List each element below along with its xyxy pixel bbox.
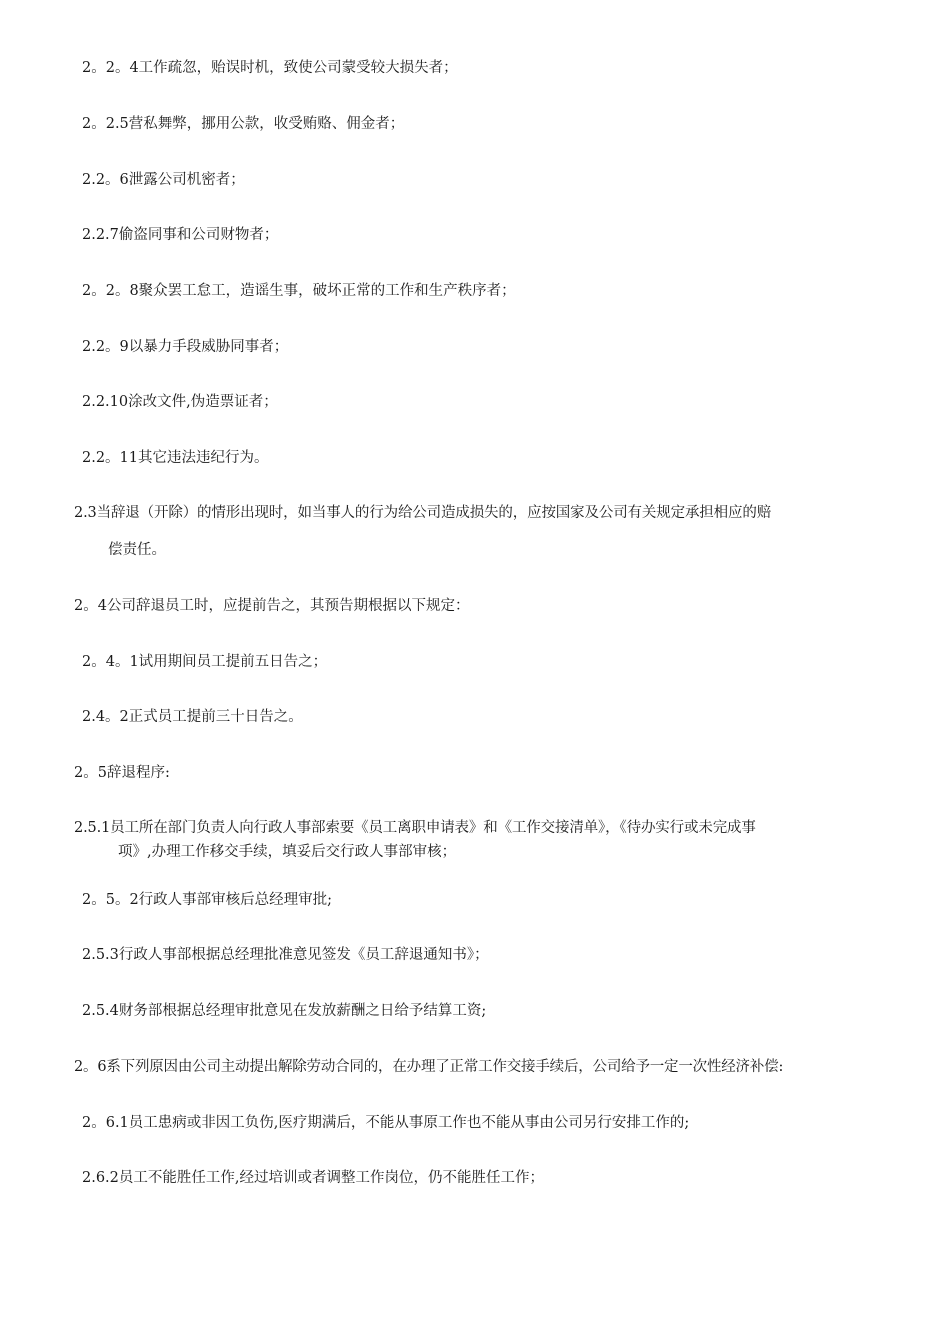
clause-2-5-2: 2。5。2行政人事部审核后总经理审批; [82,892,333,908]
clause-2-5-1: 2.5.1员工所在部门负责人向行政人事部索要《员工离职申请表》和《工作交接清单》，《待办实行或未完成事 [74,820,756,836]
clause-2-4: 2。4公司辞退员工时，应提前告之，其预告期根据以下规定： [74,598,470,614]
clause-2-6: 2。6系下列原因由公司主动提出解除劳动合同的，在办理了正常工作交接手续后，公司给予一定一次性经济补偿: [74,1059,784,1075]
clause-2-3: 2.3当辞退（开除）的情形出现时，如当事人的行为给公司造成损失的，应按国家及公司有关规定承担相应的赔 [74,505,772,521]
clause-2-3-continued: 偿责任。 [108,542,166,558]
clause-2-6-2: 2.6.2员工不能胜任工作,经过培训或者调整工作岗位，仍不能胜任工作； [82,1170,545,1186]
clause-2-2-7: 2.2.7偷盗同事和公司财物者； [82,227,279,243]
clause-2-2-9: 2.2。9以暴力手段威胁同事者； [82,339,289,355]
clause-2-4-1: 2。4。1试用期间员工提前五日告之； [82,654,328,670]
clause-2-5: 2。5辞退程序: [74,765,170,781]
clause-2-5-4: 2.5.4财务部根据总经理审批意见在发放薪酬之日给予结算工资; [82,1003,487,1019]
clause-2-2-8: 2。2。8聚众罢工怠工，造谣生事，破坏正常的工作和生产秩序者； [82,283,516,299]
clause-2-4-2: 2.4。2正式员工提前三十日告之。 [82,709,303,725]
clause-2-6-1: 2。6.1员工患病或非因工负伤,医疗期满后，不能从事原工作也不能从事由公司另行安排工作的; [82,1115,690,1131]
clause-2-5-1-continued: 项》,办理工作移交手续，填妥后交行政人事部审核； [118,844,457,860]
clause-2-2-11: 2.2。11其它违法违纪行为。 [82,450,269,466]
clause-2-5-3: 2.5.3行政人事部根据总经理批准意见签发《员工辞退通知书》； [82,947,489,963]
clause-2-2-6: 2.2。6泄露公司机密者； [82,172,245,188]
clause-2-2-10: 2.2.10涂改文件,伪造票证者； [82,394,278,410]
clause-2-2-5: 2。2.5营私舞弊，挪用公款，收受贿赂、佣金者； [82,116,405,132]
clause-2-2-4: 2。2。4工作疏忽，贻误时机，致使公司蒙受较大损失者； [82,60,458,76]
